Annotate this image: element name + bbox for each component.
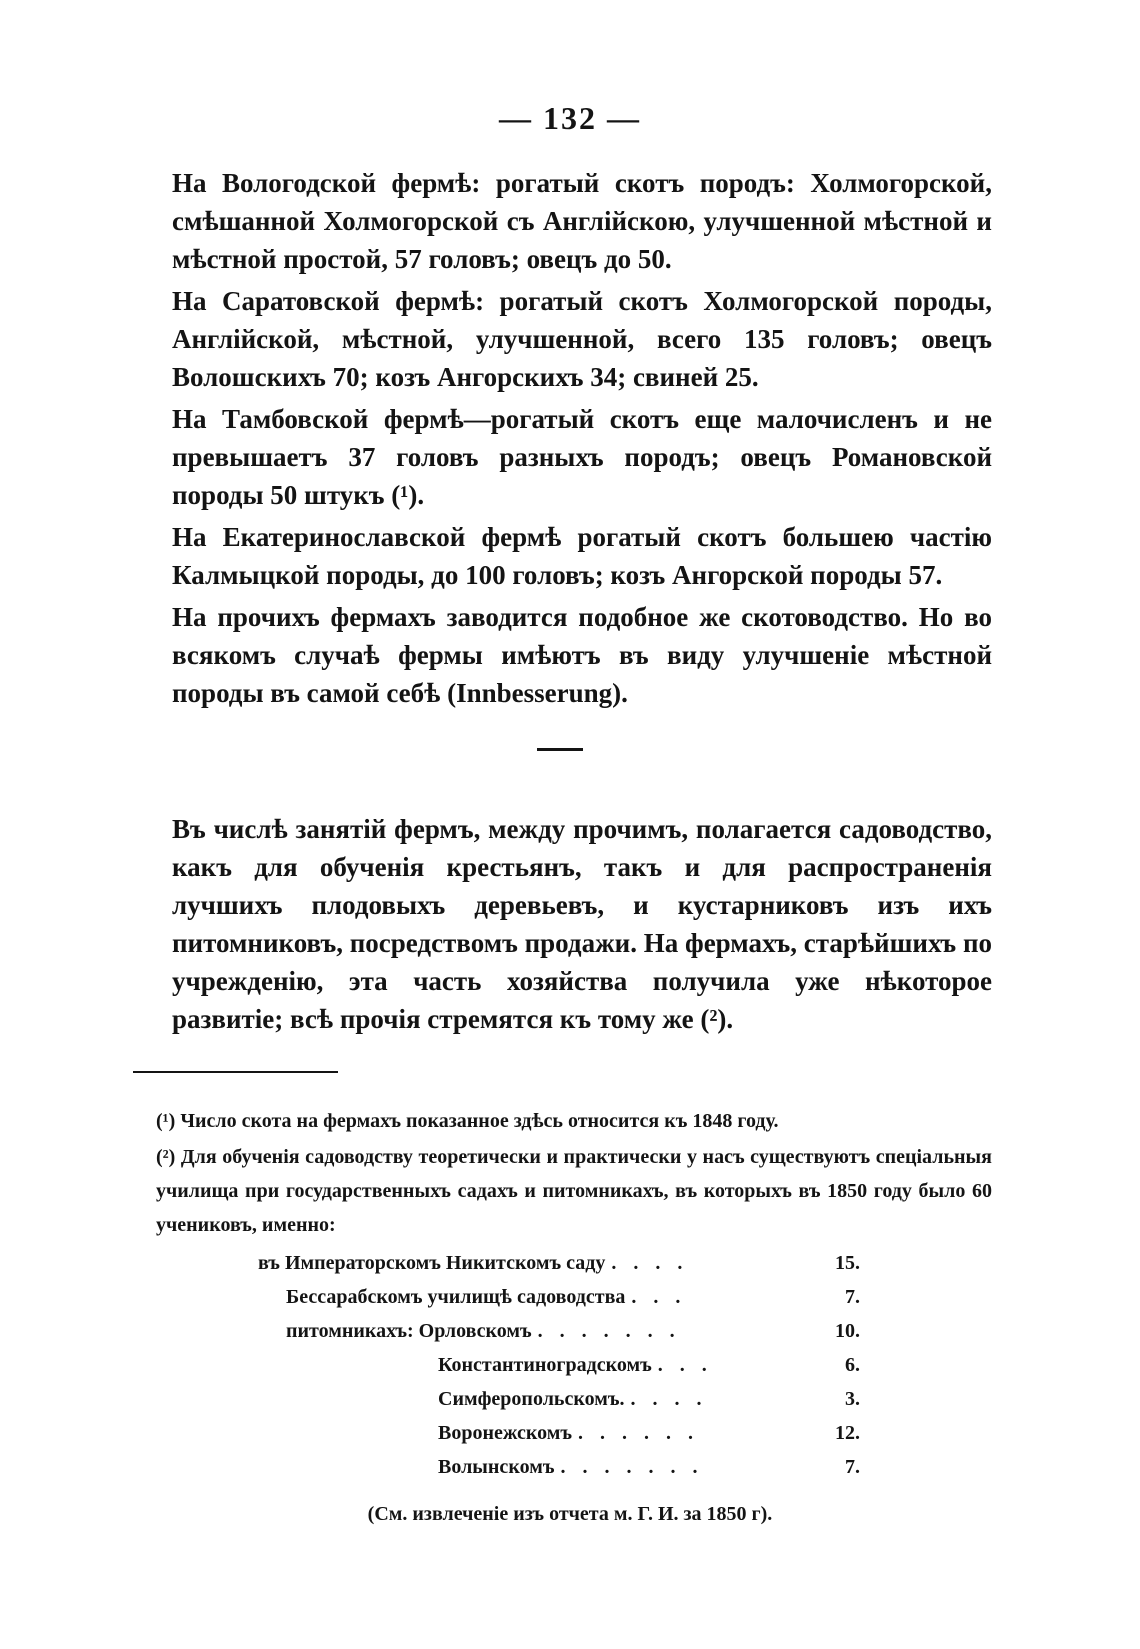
row-label: Константиноградскомъ: [438, 1354, 652, 1376]
section-divider: [537, 748, 583, 751]
page-number: — 132 —: [499, 100, 641, 136]
row-label: въ Императорскомъ Никитскомъ саду: [258, 1252, 606, 1274]
table-row: [200, 1246, 860, 1280]
row-value: 7.: [845, 1286, 860, 1308]
row-leader: . . . . . . .: [537, 1320, 681, 1342]
paragraph-tambov: На Тамбовской фермѣ—рогатый скотъ еще малочисленъ и не превышаетъ 37 головъ разныхъ породъ; овецъ Романовской породы 50 штукъ (¹).: [172, 404, 992, 510]
row-leader: . . .: [631, 1286, 687, 1308]
row-label: Волынскомъ: [438, 1456, 555, 1478]
table-row: [200, 1450, 860, 1484]
footnote-divider: [133, 1071, 338, 1073]
footnote-1: (¹) Число скота на фермахъ показанное здѣсь относится къ 1848 году.: [156, 1110, 779, 1132]
paragraph-ekaterinoslav: На Екатеринославской фермѣ рогатый скотъ большею частію Калмыцкой породы, до 100 головъ; козъ Ангорской породы 57.: [172, 522, 992, 590]
row-label: Бессарабскомъ училищѣ садоводства: [286, 1286, 626, 1308]
paragraph-vologda: На Вологодской фермѣ: рогатый скотъ породъ: Холмогорской, смѣшанной Холмогорской съ Англійскою, улучшенной мѣстной и мѣстной простой, 57 головъ; овецъ до 50.: [172, 168, 992, 274]
livestock-section: [172, 164, 992, 716]
table-row: [200, 1416, 860, 1450]
gardening-section: [172, 810, 992, 1038]
paragraph-saratov: На Саратовской фермѣ: рогатый скотъ Холмогорской породы, Англійской, мѣстной, улучшенной, всего 135 головъ; овецъ Волошскихъ 70; козъ Ангорскихъ 34; свиней 25.: [172, 286, 992, 392]
row-value: 7.: [845, 1456, 860, 1478]
source-citation: (См. извлеченіе изъ отчета м. Г. И. за 1850 г).: [367, 1503, 773, 1525]
footnote-2: (²) Для обученія садоводству теоретически и практически у насъ существуютъ спеціальныя училища при государственныхъ садахъ и питомникахъ, въ которыхъ въ 1850 году было 60 учениковъ, именно:: [156, 1146, 992, 1236]
row-value: 12.: [835, 1422, 860, 1444]
footnotes: [156, 1104, 992, 1244]
row-leader: . . . .: [630, 1388, 708, 1410]
row-value: 6.: [845, 1354, 860, 1376]
row-leader: . . .: [657, 1354, 713, 1376]
row-leader: . . . .: [611, 1252, 689, 1274]
table-row: [200, 1382, 860, 1416]
row-value: 15.: [835, 1252, 860, 1274]
table-row: [200, 1280, 860, 1314]
row-leader: . . . . . .: [578, 1422, 700, 1444]
row-label: Симферопольскомъ.: [438, 1388, 625, 1410]
row-value: 10.: [835, 1320, 860, 1342]
row-label: Воронежскомъ: [438, 1422, 573, 1444]
paragraph-other-farms: На прочихъ фермахъ заводится подобное же скотоводство. Но во всякомъ случаѣ фермы имѣютъ въ виду улучшеніе мѣстной породы въ самой себѣ (Innbesserung).: [172, 602, 992, 708]
table-row: [200, 1348, 860, 1382]
row-value: 3.: [845, 1388, 860, 1410]
paragraph-gardening: Въ числѣ занятій фермъ, между прочимъ, полагается садоводство, какъ для обученія крестьянъ, такъ и для распространенія лучшихъ плодовыхъ деревьевъ, и кустарниковъ изъ ихъ питомниковъ, посредствомъ продажи. На фермахъ, старѣйшихъ по учрежденію, эта часть хозяйства получила уже нѣкоторое развитіе; всѣ прочія стремятся къ тому же (²).: [172, 814, 992, 1034]
row-label: питомникахъ: Орловскомъ: [286, 1320, 532, 1342]
students-table: [200, 1246, 860, 1484]
table-row: [200, 1314, 860, 1348]
row-leader: . . . . . . .: [560, 1456, 704, 1478]
